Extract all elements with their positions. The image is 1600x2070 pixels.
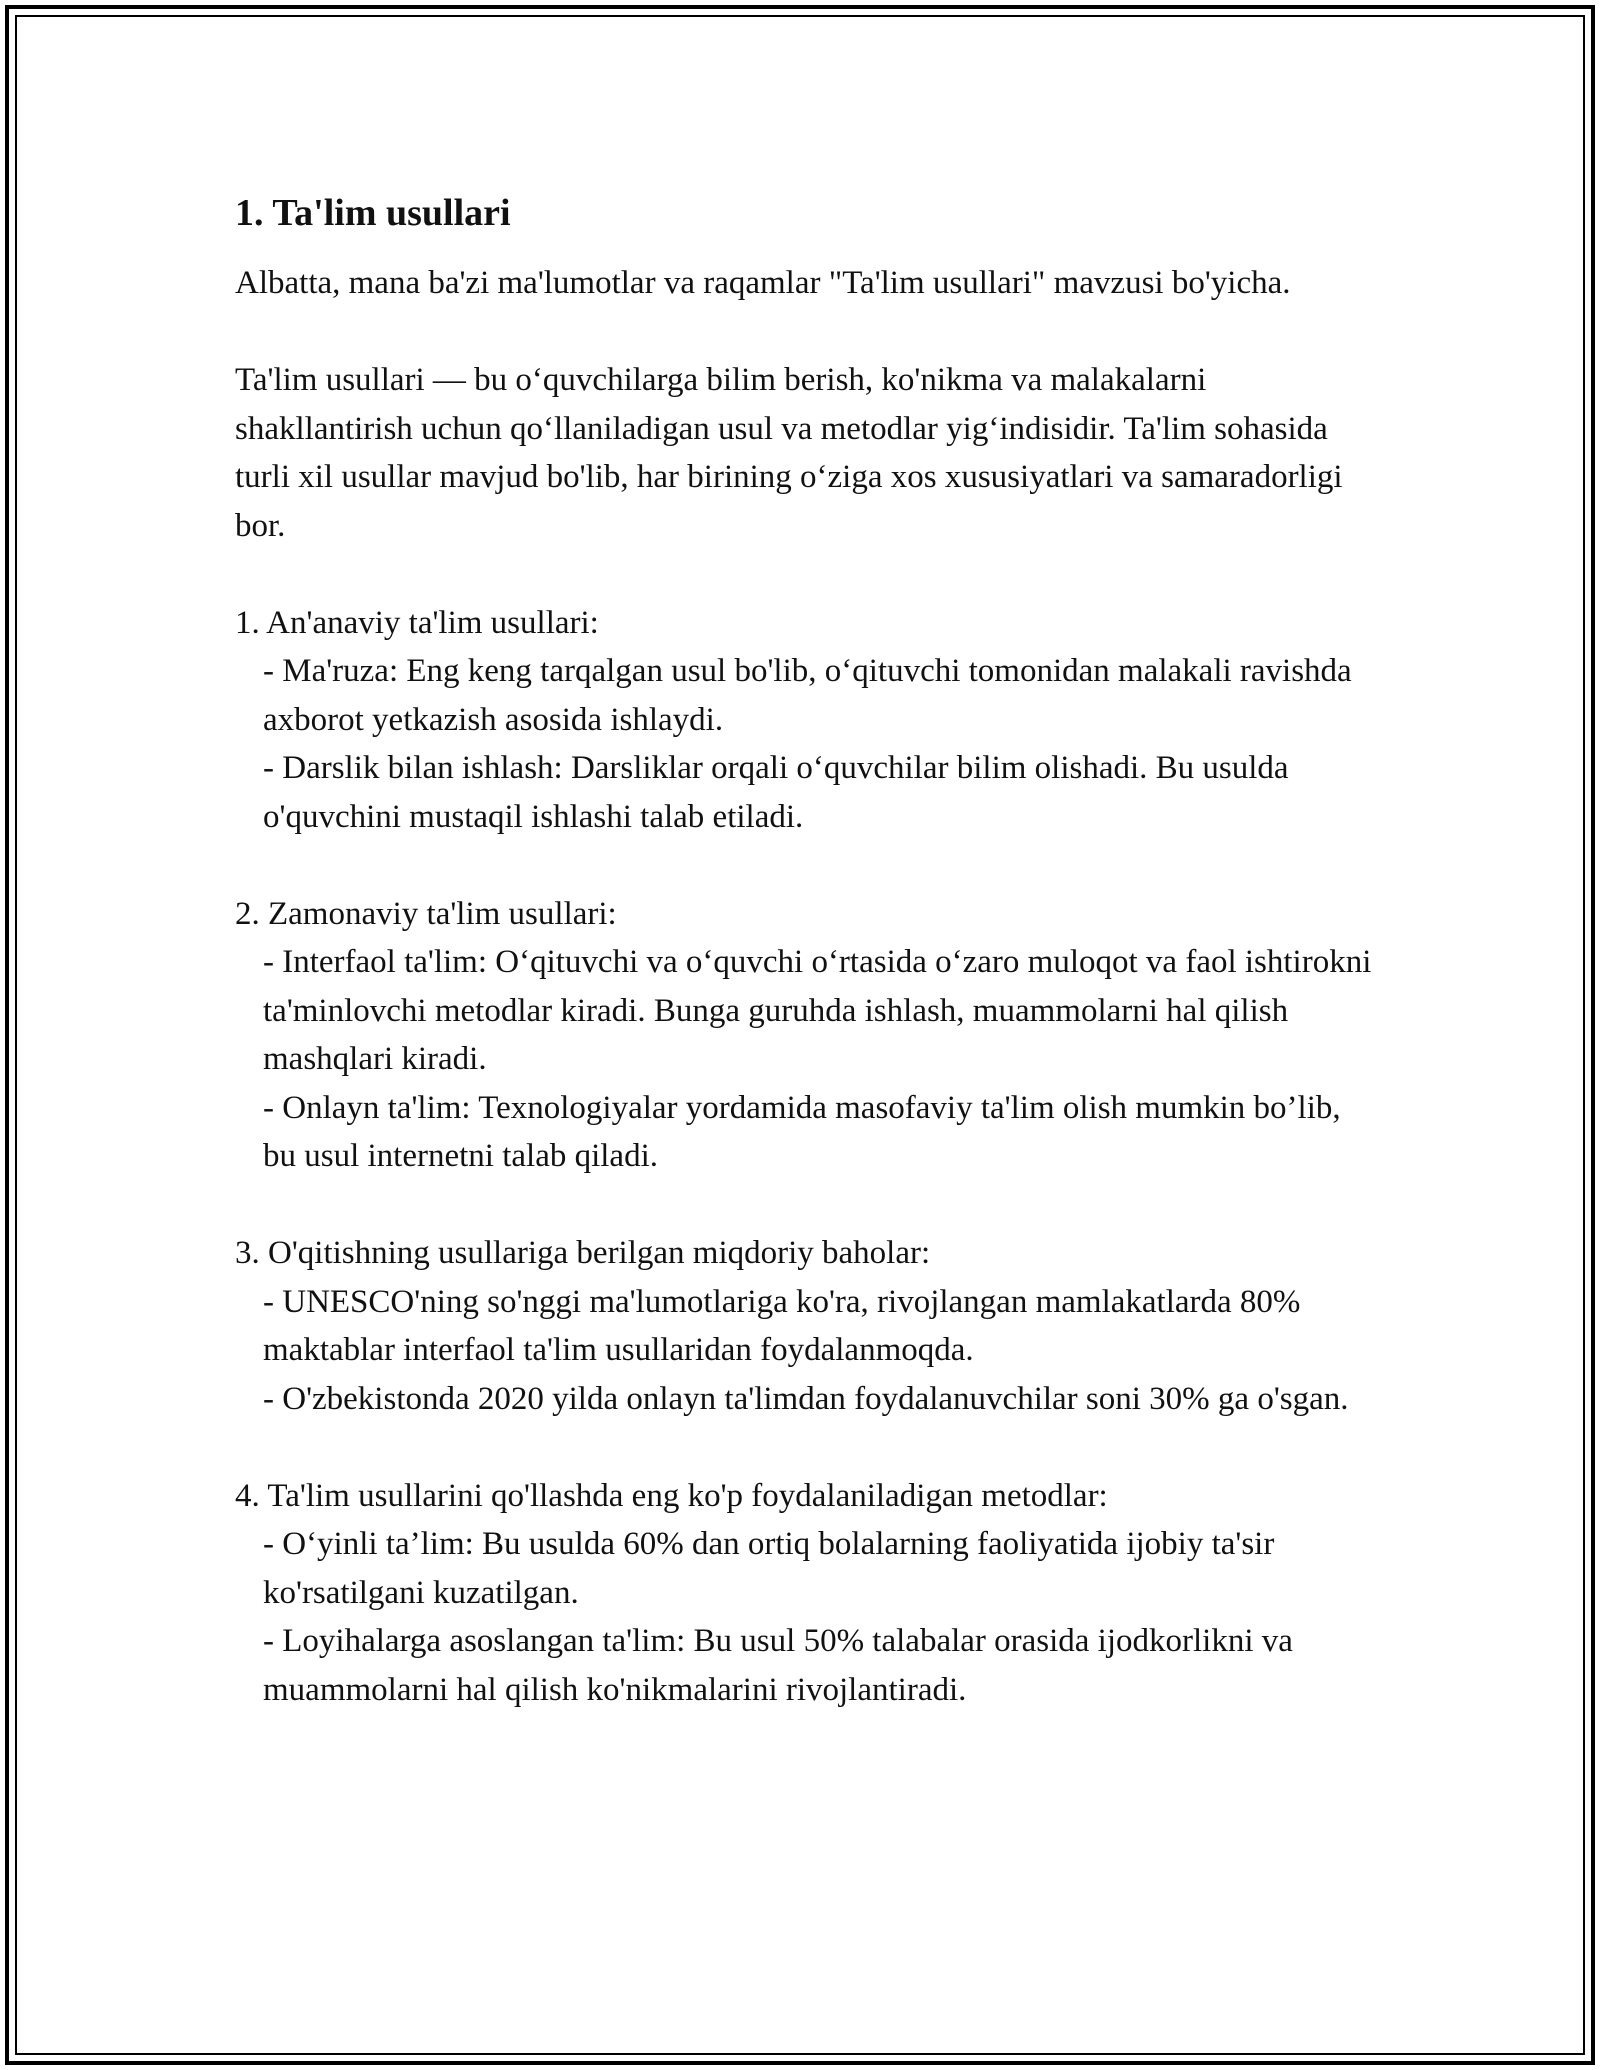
page-title: 1. Ta'lim usullari [235, 192, 511, 234]
section-heading: 4. Ta'lim usullarini qo'llashda eng ko'p foydalaniladigan metodlar: [235, 1477, 1108, 1514]
list-item: - O‘yinli ta’lim: Bu usulda 60% dan ortiq bolalarning faoliyatida ijobiy ta'sir ko'rsatilgani kuzatilgan. [263, 1526, 1275, 1611]
section-modern-methods [235, 890, 1375, 1181]
section-traditional-methods [235, 599, 1375, 842]
document-body [235, 185, 1375, 1763]
section-quantitative-assessments [235, 1229, 1375, 1423]
definition-paragraph: Ta'lim usullari — bu o‘quvchilarga bilim berish, ko'nikma va malakalarni shakllantirish uchun qo‘llaniladigan usul va metodlar yig‘indisidir. Ta'lim sohasida turli xil usullar mavjud bo'lib, har birining o‘ziga xos xususiyatlari va samaradorligi bor. [235, 362, 1343, 544]
list-item: - Onlayn ta'lim: Texnologiyalar yordamida masofaviy ta'lim olish mumkin bo’lib, bu usul internetni talab qiladi. [263, 1089, 1341, 1174]
list-item: - Interfaol ta'lim: O‘qituvchi va o‘quvchi o‘rtasida o‘zaro muloqot va faol ishtirokni ta'minlovchi metodlar kiradi. Bunga guruhda ishlash, muammolarni hal qilish mashqlari kiradi. [263, 944, 1372, 1077]
list-item: - Ma'ruza: Eng keng tarqalgan usul bo'lib, o‘qituvchi tomonidan malakali ravishda axborot yetkazish asosida ishlaydi. [263, 653, 1352, 738]
section-heading: 1. An'anaviy ta'lim usullari: [235, 604, 599, 641]
list-item: - UNESCO'ning so'nggi ma'lumotlariga ko'ra, rivojlangan mamlakatlarda 80% maktablar interfaol ta'lim usullaridan foydalanmoqda. [263, 1283, 1301, 1368]
list-item: - O'zbekistonda 2020 yilda onlayn ta'limdan foydalanuvchilar soni 30% ga o'sgan. [263, 1380, 1349, 1417]
section-heading: 3. O'qitishning usullariga berilgan miqdoriy baholar: [235, 1235, 931, 1271]
section-heading: 2. Zamonaviy ta'lim usullari: [235, 895, 617, 932]
intro-paragraph: Albatta, mana ba'zi ma'lumotlar va raqamlar "Ta'lim usullari" mavzusi bo'yicha. [235, 265, 1291, 301]
list-item: - Darslik bilan ishlash: Darsliklar orqali o‘quvchilar bilim olishadi. Bu usulda o'quvchini mustaqil ishlashi talab etiladi. [263, 750, 1289, 835]
section-popular-methods [235, 1472, 1375, 1715]
list-item: - Loyihalarga asoslangan ta'lim: Bu usul 50% talabalar orasida ijodkorlikni va muammolarni hal qilish ko'nikmalarini rivojlantiradi. [263, 1623, 1293, 1708]
